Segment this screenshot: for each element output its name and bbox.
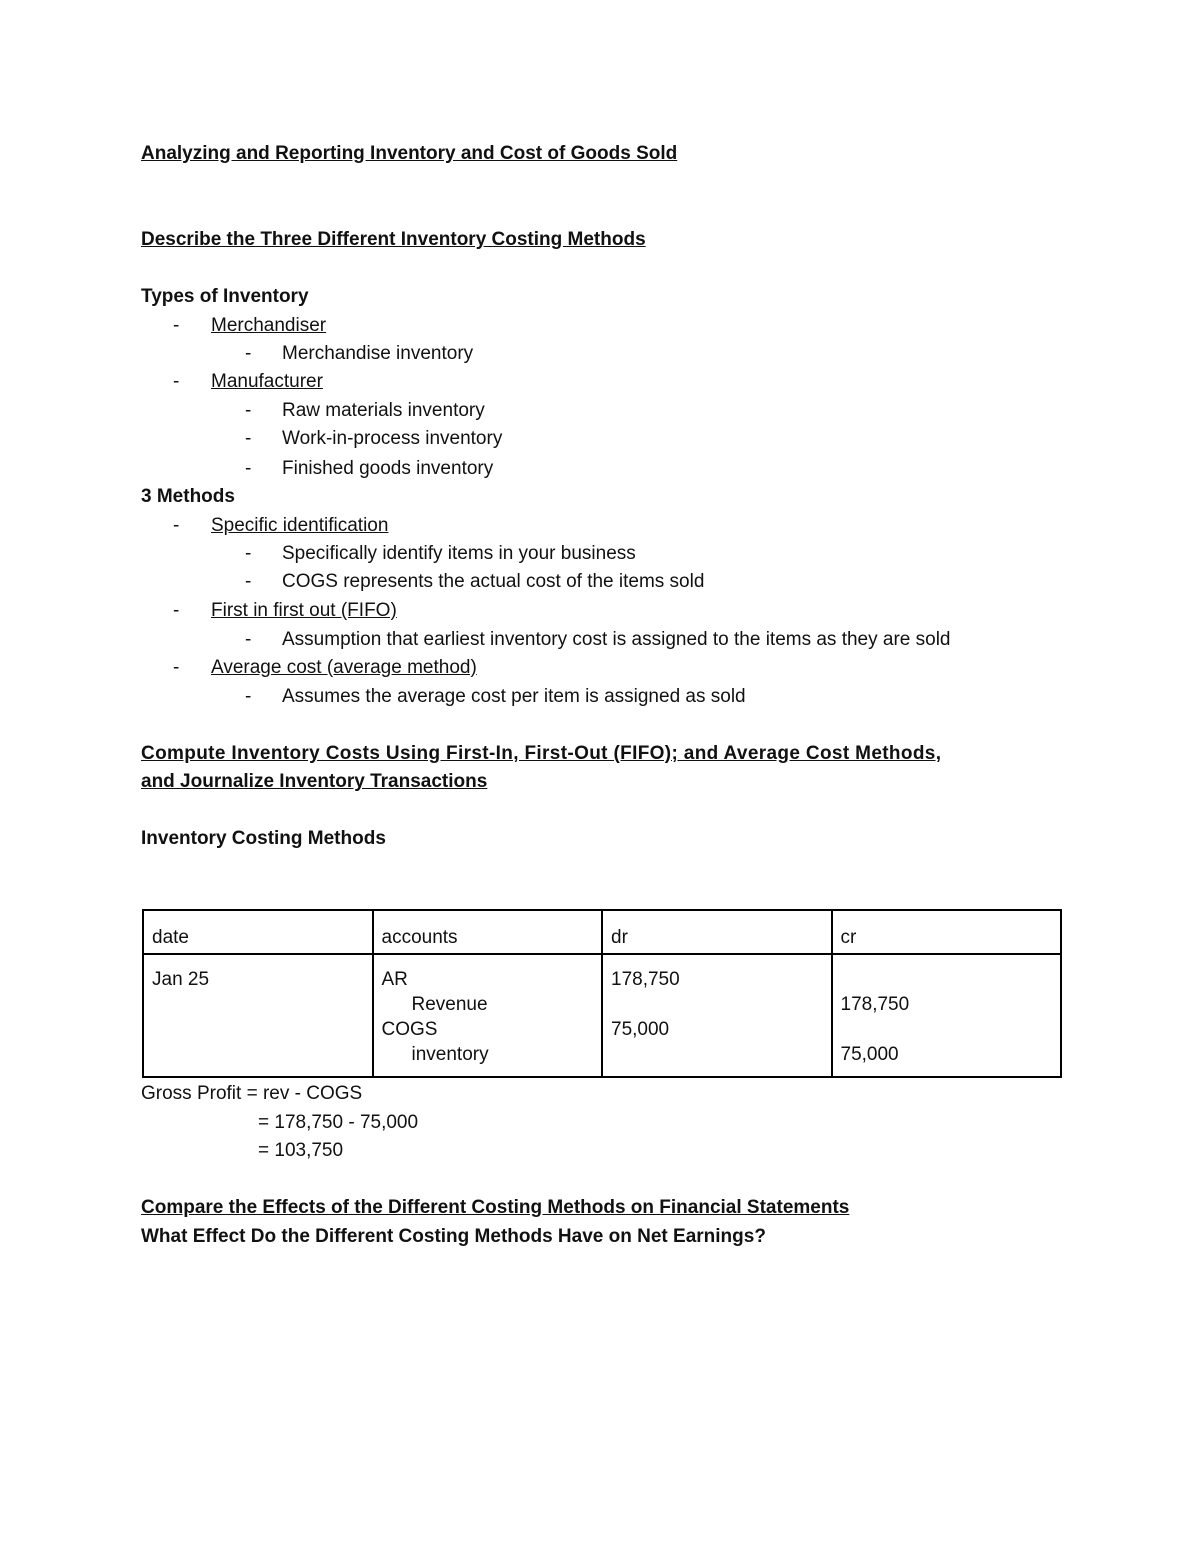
bullet-dash: - [245,543,252,564]
gross-profit-formula: Gross Profit = rev - COGS [141,1083,363,1104]
bullet-dash: - [173,515,180,536]
cr-cell [832,954,1062,1077]
table-row [143,954,1061,1077]
section-heading-costing-methods: Describe the Three Different Inventory Costing Methods [141,229,646,250]
date-value: Jan 25 [152,969,210,990]
list-item-label: Manufacturer [211,371,323,392]
dr-value: 178,750 [611,969,680,990]
bullet-dash: - [173,371,180,392]
inventory-costing-methods-heading: Inventory Costing Methods [141,828,386,849]
section-heading-compute-line2: and Journalize Inventory Transactions [141,771,488,792]
bullet-dash: - [245,428,252,449]
sub-list-item-label: Merchandise inventory [282,343,474,364]
cr-value [841,1017,1053,1042]
dr-cell [602,954,832,1077]
methods-heading: 3 Methods [141,486,235,507]
bullet-dash: - [245,629,252,650]
sub-list-item-label: Finished goods inventory [282,458,494,479]
list-item-label: Specific identification [211,515,389,536]
account-entry: inventory [411,1044,489,1065]
bullet-dash: - [173,315,180,336]
list-item-label: First in first out (FIFO) [211,600,397,621]
document-title: Analyzing and Reporting Inventory and Cost of Goods Sold [141,143,678,164]
account-entry: COGS [381,1019,438,1040]
bullet-dash: - [173,657,180,678]
cr-value: 178,750 [840,994,910,1015]
section-heading-compute-line1: Compute Inventory Costs Using First-In, First-Out (FIFO); and Average Cost Methods, [141,743,942,764]
table-header-row [143,910,1061,954]
bullet-dash: - [245,571,252,592]
bullet-dash: - [173,600,180,621]
account-entry: AR [381,969,408,990]
account-entry: Revenue [411,994,488,1015]
gross-profit-calculation: = 178,750 - 75,000 [258,1112,419,1133]
bullet-dash: - [245,343,252,364]
gross-profit-result: = 103,750 [258,1140,344,1161]
column-header-cr: cr [832,910,1062,954]
bullet-dash: - [245,686,252,707]
bullet-dash: - [245,458,252,479]
section-heading-compare: Compare the Effects of the Different Costing Methods on Financial Statements [141,1197,850,1218]
accounts-cell [373,954,603,1077]
sub-list-item-label: Work-in-process inventory [282,428,503,449]
dr-value: 75,000 [611,1019,670,1040]
bullet-dash: - [245,400,252,421]
column-header-dr: dr [602,910,832,954]
dr-value [611,1042,823,1067]
date-cell [143,954,373,1077]
column-header-accounts: accounts [373,910,603,954]
journal-table [142,909,1062,1078]
sub-list-item-label: Assumption that earliest inventory cost is assigned to the items as they are sold [282,629,951,650]
types-of-inventory-heading: Types of Inventory [141,286,309,307]
list-item-label: Merchandiser [211,315,327,336]
sub-list-item-label: Assumes the average cost per item is assigned as sold [282,686,746,707]
cr-value [841,967,1053,992]
net-earnings-question: What Effect Do the Different Costing Methods Have on Net Earnings? [141,1226,766,1247]
sub-list-item-label: Specifically identify items in your business [282,543,636,564]
dr-value [611,992,823,1017]
cr-value: 75,000 [840,1044,899,1065]
sub-list-item-label: Raw materials inventory [282,400,485,421]
list-item-label: Average cost (average method) [211,657,477,678]
sub-list-item-label: COGS represents the actual cost of the items sold [282,571,705,592]
column-header-date: date [143,910,373,954]
